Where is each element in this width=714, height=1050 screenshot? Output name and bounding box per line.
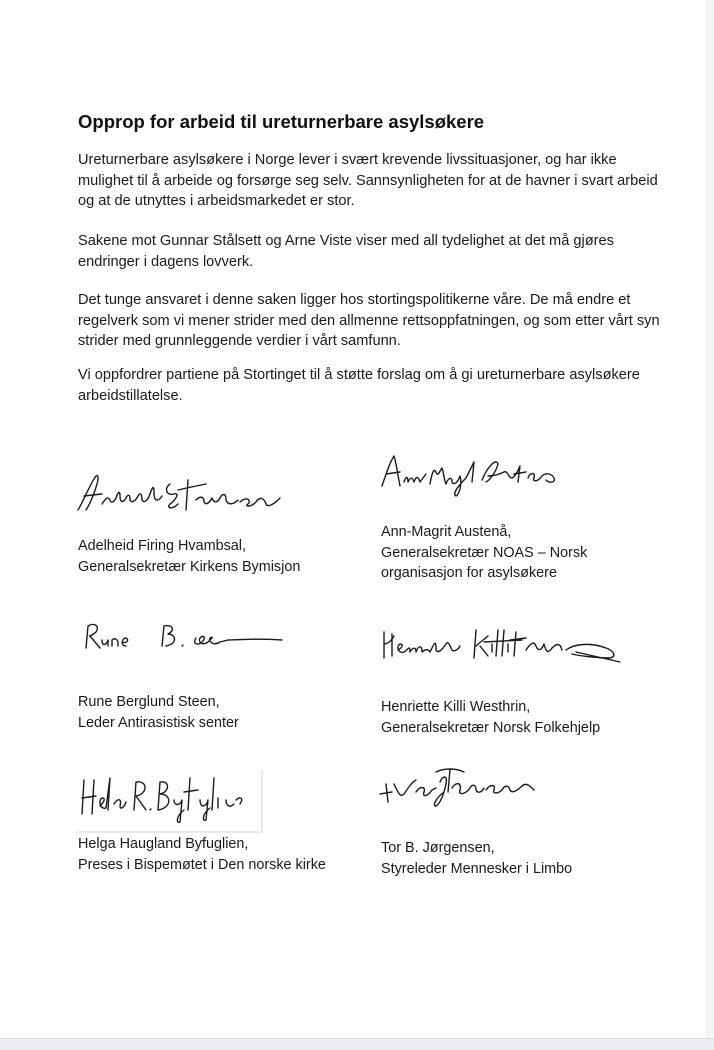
- signatory-5-name: Helga Haugland Byfuglien,: [78, 836, 249, 852]
- document-title: Opprop for arbeid til ureturnerbare asylsøkere: [78, 111, 485, 132]
- signatory-4-role: Generalsekretær Norsk Folkehjelp: [381, 719, 601, 736]
- signatory-5-role: Preses i Bispemøtet i Den norske kirke: [78, 856, 326, 873]
- paragraph-2: Sakene mot Gunnar Stålsett og Arne Viste viser med all tydelighet at det må gjøres endringer i dagens lovverk.: [78, 233, 614, 270]
- signatory-4-name: Henriette Killi Westhrin,: [381, 699, 531, 715]
- signature-image-5: [76, 770, 266, 834]
- signature-image-1: [74, 470, 294, 520]
- signatory-3-role: Leder Antirasistisk senter: [78, 714, 239, 731]
- page-right-margin: [705, 0, 714, 1040]
- signatory-3-name: Rune Berglund Steen,: [78, 694, 220, 710]
- page-bottom-edge: [0, 1038, 714, 1050]
- signatory-5: [78, 834, 326, 875]
- signatory-1: [78, 536, 300, 577]
- signature-image-2: [378, 452, 578, 498]
- signatory-6-role: Styreleder Mennesker i Limbo: [381, 860, 573, 877]
- signatory-2: [381, 522, 587, 584]
- paragraph-4: Vi oppfordrer partiene på Stortinget til å støtte forslag om å gi ureturnerbare asylsøkere arbeidstillatelse.: [78, 367, 640, 404]
- signature-image-4: [380, 622, 630, 674]
- signatory-3: [78, 692, 239, 733]
- signatory-2-name: Ann-Magrit Austenå,: [381, 524, 512, 540]
- signatory-6: [381, 838, 572, 879]
- signatory-2-role: Generalsekretær NOAS – Norsk: [381, 544, 588, 561]
- signatory-2-role-cont: organisasjon for asylsøkere: [381, 565, 557, 581]
- paragraph-1: Ureturnerbare asylsøkere i Norge lever i svært krevende livssituasjoner, og har ikke mulighet til å arbeide og forsørge seg selv. Sannsynligheten for at de havner i svart arbeid og at de utnyttes i arbeidsmarkedet er stor.: [78, 152, 658, 209]
- signatory-6-name: Tor B. Jørgensen,: [381, 840, 495, 856]
- signature-image-6: [376, 762, 556, 812]
- signatory-4: [381, 697, 600, 738]
- signatory-1-name: Adelheid Firing Hvambsal,: [78, 538, 246, 554]
- signature-image-3: [80, 618, 290, 658]
- paragraph-3: Det tunge ansvaret i denne saken ligger hos stortingspolitikerne våre. De må endre et regelverk som vi mener strider med den allmenne rettsoppfatningen, og som etter vårt syn strider med grunnleggende verdier i vårt samfunn.: [78, 292, 660, 349]
- signatory-1-role: Generalsekretær Kirkens Bymisjon: [78, 558, 301, 575]
